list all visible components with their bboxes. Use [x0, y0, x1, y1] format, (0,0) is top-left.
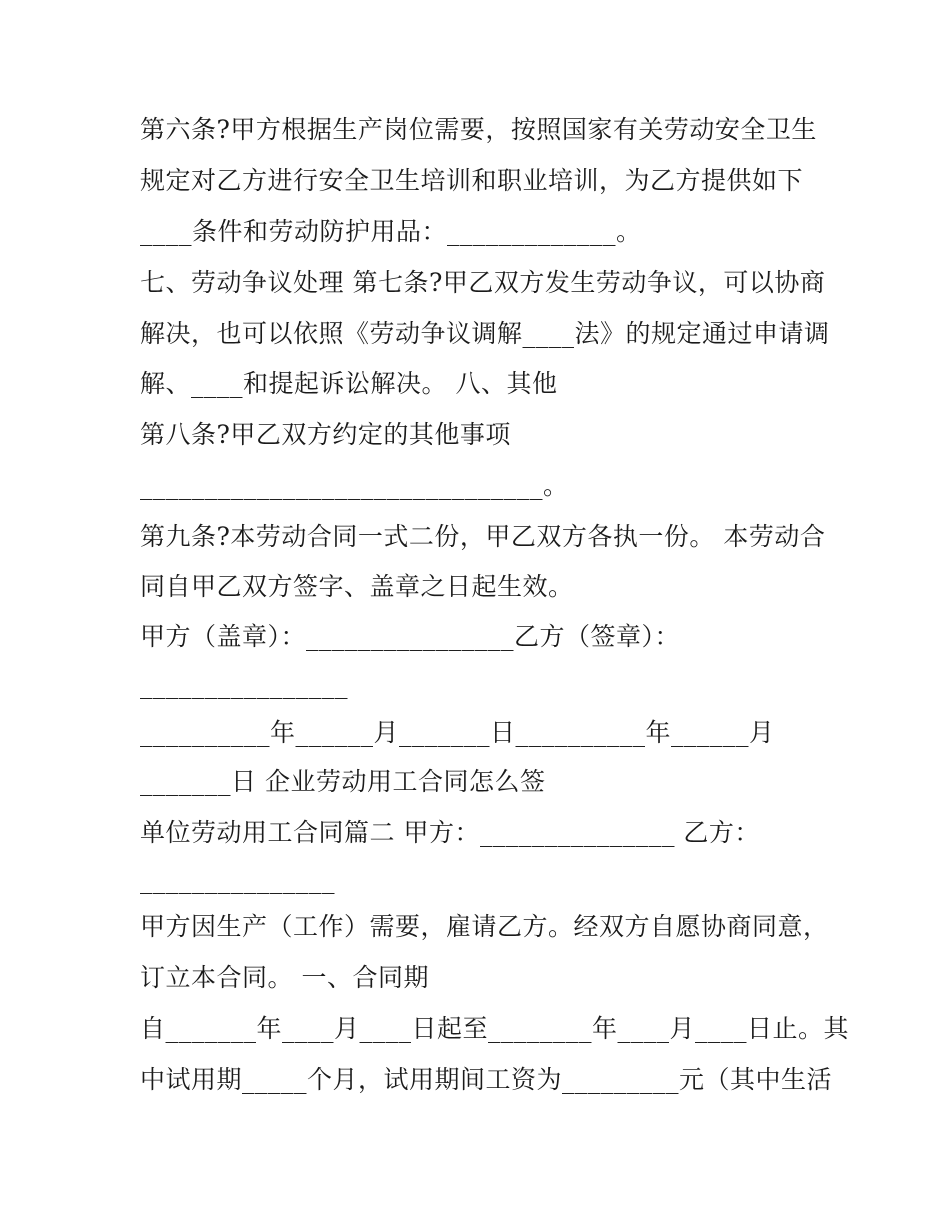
signature-line: 甲方（盖章）：________________乙方（签章）：: [140, 622, 681, 651]
text-line: _______日 企业劳动用工合同怎么签: [140, 767, 546, 796]
text-line: 第八条?甲乙双方约定的其他事项: [140, 420, 511, 449]
text-line: 解、____和提起诉讼解决。 八、其他: [140, 369, 558, 398]
text-line: 第六条?甲方根据生产岗位需要，按照国家有关劳动安全卫生: [140, 115, 817, 144]
signature-blank: ________________: [140, 670, 348, 699]
text-line: ____条件和劳动防护用品：_____________。: [140, 217, 642, 246]
text-line: 自_______年____月____日起至________年____月____日止。其: [140, 1014, 850, 1043]
date-line: __________年______月_______日__________年______月: [140, 718, 775, 747]
text-line: 规定对乙方进行安全卫生培训和职业培训，为乙方提供如下: [140, 166, 804, 195]
signature-blank: _______________: [140, 865, 335, 894]
text-line: 中试用期_____个月，试用期间工资为_________元（其中生活: [140, 1065, 833, 1094]
text-line: 同自甲乙双方签字、盖章之日起生效。: [140, 572, 574, 601]
text-line: 第九条?本劳动合同一式二份，甲乙双方各执一份。 本劳动合: [140, 522, 826, 551]
text-line: 订立本合同。 一、合同期: [140, 963, 429, 992]
text-line: 甲方因生产（工作）需要，雇请乙方。经双方自愿协商同意，: [140, 912, 829, 941]
text-line: 解决，也可以依照《劳动争议调解____法》的规定通过申请调: [140, 319, 830, 348]
text-line: 单位劳动用工合同篇二 甲方：_______________ 乙方：: [140, 818, 760, 847]
text-line: _______________________________。: [140, 471, 569, 500]
text-line: 七、劳动争议处理 第七条?甲乙双方发生劳动争议，可以协商: [140, 268, 826, 297]
